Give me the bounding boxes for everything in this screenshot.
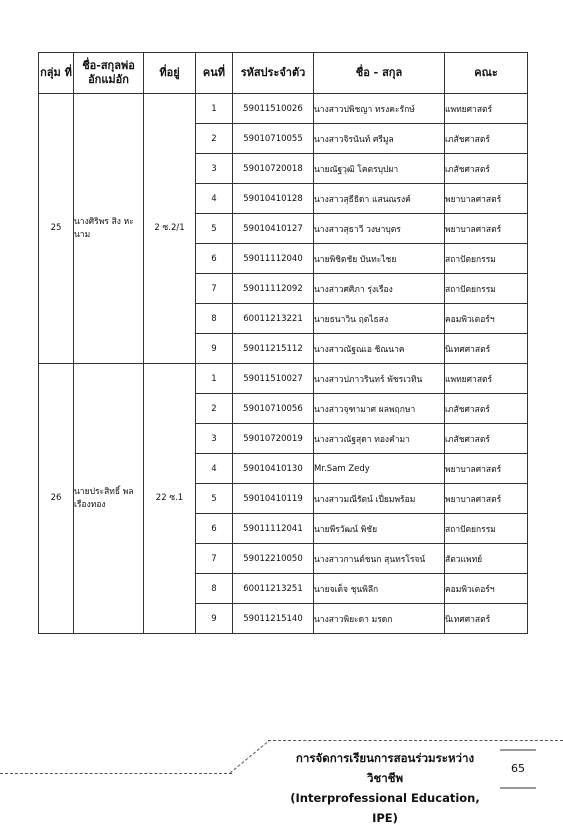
student-id: 59010410128 <box>233 184 314 214</box>
header-group: กลุ่ม ที่ <box>39 53 74 94</box>
student-id: 59011112041 <box>233 514 314 544</box>
person-number: 2 <box>196 394 233 424</box>
faculty: สถาปัตยกรรม <box>445 514 528 544</box>
table-body <box>39 94 528 634</box>
person-number: 9 <box>196 604 233 634</box>
group-number: 26 <box>39 364 74 634</box>
mentor-name: นายประสิทธิ์ พลเรืองทอง <box>74 364 144 634</box>
faculty: สถาปัตยกรรม <box>445 244 528 274</box>
student-id: 59011510027 <box>233 364 314 394</box>
student-name: นางสาวณัฐณเอ ชิณนาค <box>314 334 445 364</box>
faculty: สัตวแพทย์ <box>445 544 528 574</box>
student-id: 59011215140 <box>233 604 314 634</box>
person-number: 4 <box>196 454 233 484</box>
faculty: เภสัชศาสตร์ <box>445 424 528 454</box>
student-name: นางสาวมณีรัตน์ เปี่ยมพร้อม <box>314 484 445 514</box>
person-number: 5 <box>196 214 233 244</box>
student-name: นายธนาวิน ฤตไธสง <box>314 304 445 334</box>
student-id: 59010410130 <box>233 454 314 484</box>
student-id: 59010410127 <box>233 214 314 244</box>
student-name: นายพีรวัฒน์ พิชัย <box>314 514 445 544</box>
faculty: เภสัชศาสตร์ <box>445 124 528 154</box>
person-number: 6 <box>196 244 233 274</box>
student-id: 59010720019 <box>233 424 314 454</box>
faculty: นิเทศศาสตร์ <box>445 334 528 364</box>
person-number: 1 <box>196 364 233 394</box>
student-name: นางสาวปพิชญา ทรงคะรักษ์ <box>314 94 445 124</box>
faculty: นิเทศศาสตร์ <box>445 604 528 634</box>
student-id: 59011112092 <box>233 274 314 304</box>
footer-dashed-rule-left <box>0 773 232 774</box>
person-number: 3 <box>196 154 233 184</box>
faculty: พยาบาลศาสตร์ <box>445 214 528 244</box>
table-row <box>39 364 528 394</box>
faculty: เภสัชศาสตร์ <box>445 154 528 184</box>
person-number: 1 <box>196 94 233 124</box>
header-name: ชื่อ - สกุล <box>314 53 445 94</box>
table-header-row <box>39 53 528 94</box>
student-id: 60011213221 <box>233 304 314 334</box>
page-number: 65 <box>500 749 536 789</box>
faculty: คอมพิวเตอร์ฯ <box>445 304 528 334</box>
student-name: นางสาวกานต์ชนก สุนทรโรจน์ <box>314 544 445 574</box>
student-id: 59011510026 <box>233 94 314 124</box>
faculty: แพทยศาสตร์ <box>445 364 528 394</box>
faculty: พยาบาลศาสตร์ <box>445 484 528 514</box>
footer-title-english: (Interprofessional Education, IPE) <box>290 791 480 825</box>
student-name: นางสาวศศิภา รุ่งเรือง <box>314 274 445 304</box>
student-name: นางสาวสุธีธิดา แสนณรงค์ <box>314 184 445 214</box>
header-person-no: คนที่ <box>196 53 233 94</box>
student-name: นายจเด็จ ชุนพิลึก <box>314 574 445 604</box>
student-name: นายพิชิตชัย บันทะไชย <box>314 244 445 274</box>
footer-dashed-rule-right <box>268 740 563 741</box>
header-address: ที่อยู่ <box>144 53 196 94</box>
person-number: 3 <box>196 424 233 454</box>
student-id: 59010710055 <box>233 124 314 154</box>
student-name: นางสาวจุฑามาศ ผลพฤกษา <box>314 394 445 424</box>
person-number: 8 <box>196 574 233 604</box>
student-id: 59011215112 <box>233 334 314 364</box>
address: 22 ซ.1 <box>144 364 196 634</box>
person-number: 5 <box>196 484 233 514</box>
faculty: คอมพิวเตอร์ฯ <box>445 574 528 604</box>
person-number: 9 <box>196 334 233 364</box>
header-student-id: รหัสประจำตัว <box>233 53 314 94</box>
student-name: Mr.Sam Zedy <box>314 454 445 484</box>
faculty: พยาบาลศาสตร์ <box>445 454 528 484</box>
student-id: 59010720018 <box>233 154 314 184</box>
student-id: 60011213251 <box>233 574 314 604</box>
person-number: 7 <box>196 274 233 304</box>
table-row <box>39 94 528 124</box>
student-name: นางสาวจิรนันท์ ศรีมูล <box>314 124 445 154</box>
faculty: เภสัชศาสตร์ <box>445 394 528 424</box>
student-name: นางสาวสุธาวี วงษาบุตร <box>314 214 445 244</box>
student-name: นายณัฐวุฒิ โคตรบุปผา <box>314 154 445 184</box>
group-number: 25 <box>39 94 74 364</box>
student-name: นางสาวพิยะดา มรดก <box>314 604 445 634</box>
student-id: 59010710056 <box>233 394 314 424</box>
student-id: 59010410119 <box>233 484 314 514</box>
faculty: สถาปัตยกรรม <box>445 274 528 304</box>
footer-dashed-rule-slant <box>228 740 272 773</box>
footer-title <box>280 748 490 828</box>
person-number: 7 <box>196 544 233 574</box>
footer-title-thai: การจัดการเรียนการสอนร่วมระหว่างวิชาชีพ <box>295 751 475 785</box>
person-number: 6 <box>196 514 233 544</box>
student-name: นางสาวปภาวรินทร์ พัชรเวทิน <box>314 364 445 394</box>
header-faculty: คณะ <box>445 53 528 94</box>
student-id: 59011112040 <box>233 244 314 274</box>
address: 2 ซ.2/1 <box>144 94 196 364</box>
student-id: 59012210050 <box>233 544 314 574</box>
faculty: พยาบาลศาสตร์ <box>445 184 528 214</box>
faculty: แพทยศาสตร์ <box>445 94 528 124</box>
person-number: 2 <box>196 124 233 154</box>
person-number: 4 <box>196 184 233 214</box>
student-name: นางสาวณัฐสุดา ทองคำมา <box>314 424 445 454</box>
person-number: 8 <box>196 304 233 334</box>
student-group-table <box>38 52 528 634</box>
mentor-name: นางศิริพร สิง หะนาม <box>74 94 144 364</box>
header-mentor: ชื่อ-สกุลพ่อ อักแม่อัก <box>74 53 144 94</box>
